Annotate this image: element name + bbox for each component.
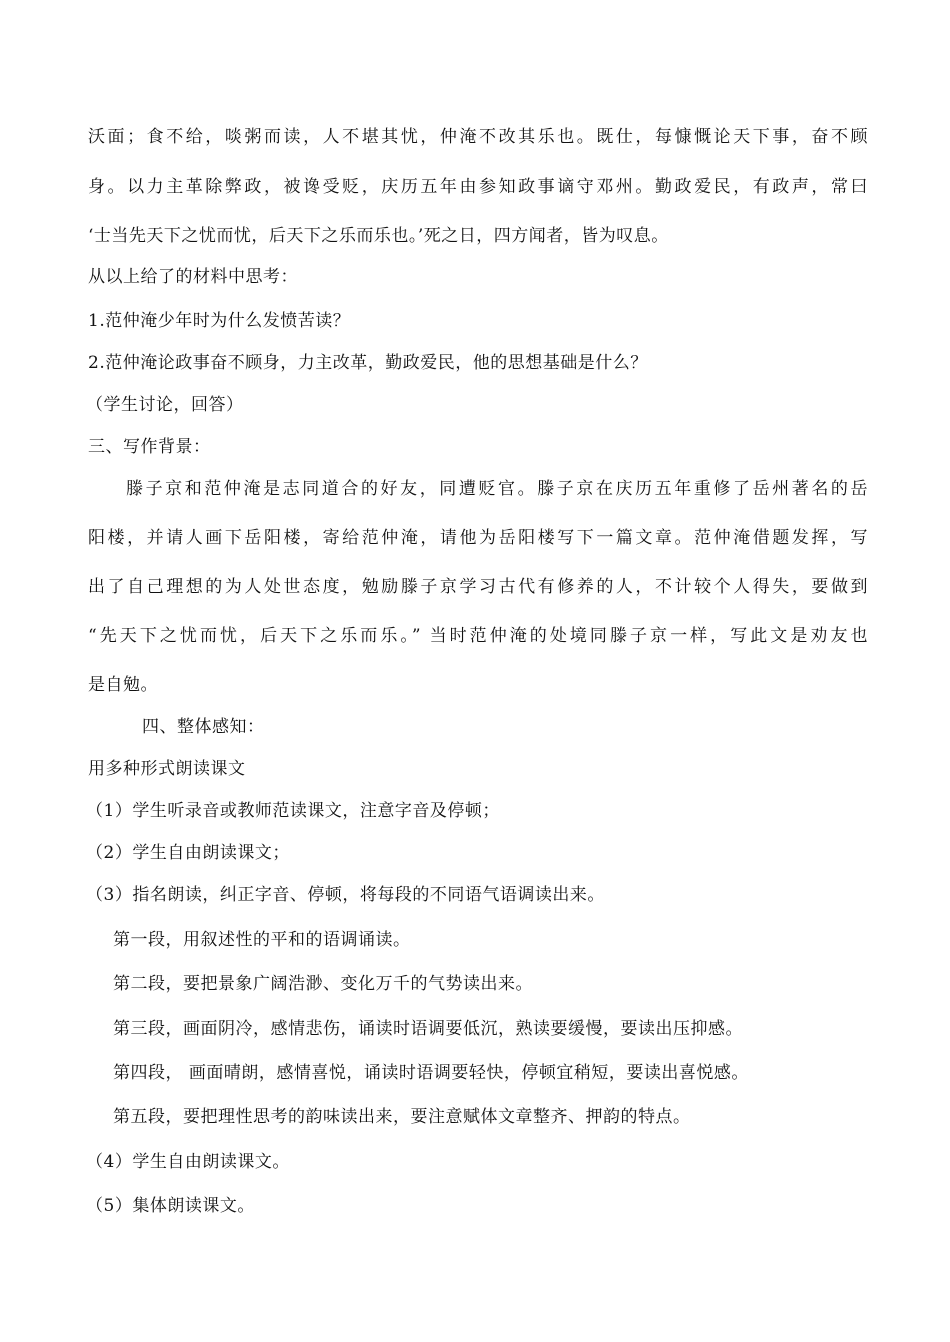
- paragraph-line: 阳楼，并请人画下岳阳楼，寄给范仲淹，请他为岳阳楼写下一篇文章。范仲淹借题发挥，写: [88, 528, 868, 548]
- section-heading-overview: 四、整体感知：: [142, 717, 265, 737]
- paragraph-guide: 第五段，要把理性思考的韵味读出来，要注意赋体文章整齐、押韵的特点。: [113, 1107, 691, 1127]
- step-item: （2）学生自由朗读课文；: [86, 843, 290, 863]
- paragraph-guide: 第一段，用叙述性的平和的语调诵读。: [113, 930, 411, 950]
- paragraph-line: 是自勉。: [88, 675, 158, 695]
- reading-intro: 用多种形式朗读课文: [88, 759, 246, 779]
- paragraph-guide: 第四段， 画面晴朗，感情喜悦，诵读时语调要轻快，停顿宜稍短，要读出喜悦感。: [113, 1063, 749, 1083]
- paragraph-guide: 第三段，画面阴冷，感情悲伤，诵读时语调要低沉，熟读要缓慢，要读出压抑感。: [113, 1019, 743, 1039]
- paragraph-line: 沃面；食不给，啖粥而读，人不堪其忧，仲淹不改其乐也。既仕，每慷慨论天下事，奋不顾: [88, 127, 868, 147]
- section-heading-background: 三、写作背景：: [88, 437, 211, 457]
- discussion-note: （学生讨论，回答）: [86, 395, 244, 415]
- question-2: 2.范仲淹论政事奋不顾身，力主改革，勤政爱民，他的思想基础是什么？: [88, 353, 648, 373]
- paragraph-guide: 第二段，要把景象广阔浩渺、变化万千的气势读出来。: [113, 974, 533, 994]
- paragraph-line: “先天下之忧而忧，后天下之乐而乐。” 当时范仲淹的处境同滕子京一样，写此文是劝友也: [88, 626, 868, 646]
- paragraph-line: ‘士当先天下之忧而忧，后天下之乐而乐也。’死之日，四方闻者，皆为叹息。: [88, 226, 669, 246]
- step-item: （1）学生听录音或教师范读课文，注意字音及停顿；: [86, 801, 500, 821]
- paragraph-line: 身。以力主革除弊政，被谗受贬，庆历五年由参知政事谪守邓州。勤政爱民，有政声，常曰: [88, 177, 868, 197]
- prompt-text: 从以上给了的材料中思考：: [88, 267, 298, 287]
- question-1: 1.范仲淹少年时为什么发愤苦读？: [88, 311, 351, 331]
- paragraph-line: 出了自己理想的为人处世态度，勉励滕子京学习古代有修养的人，不计较个人得失，要做到: [88, 577, 868, 597]
- paragraph-line: 滕子京和范仲淹是志同道合的好友，同遭贬官。滕子京在庆历五年重修了岳州著名的岳: [126, 479, 868, 499]
- step-item: （4）学生自由朗读课文。: [86, 1152, 290, 1172]
- step-item: （5）集体朗读课文。: [86, 1196, 255, 1216]
- step-item: （3）指名朗读，纠正字音、停顿，将每段的不同语气语调读出来。: [86, 885, 605, 905]
